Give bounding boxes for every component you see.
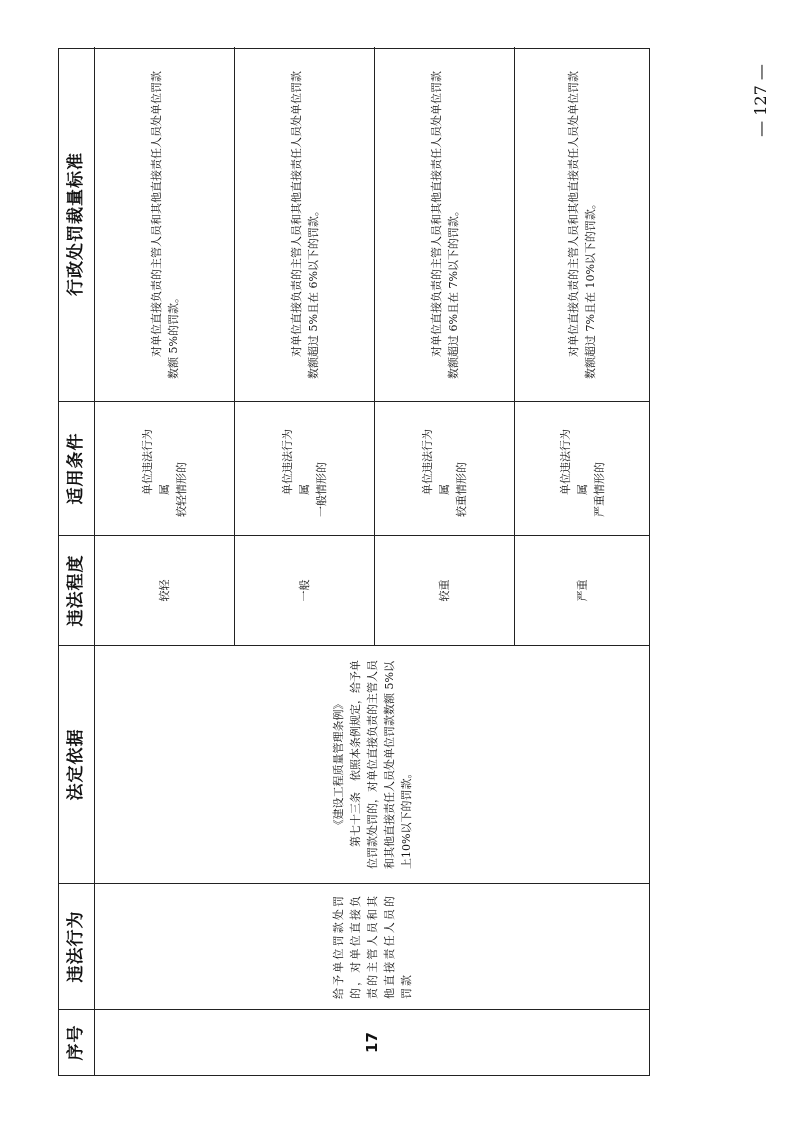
header-standard: 行政处罚裁量标准 [59,47,95,401]
standard-text: 对单位直接负责的主管人员和其他直接责任人员处单位罚款数额 5%的罚款。 [149,71,180,379]
condition-line: 一般情形的 [315,462,328,517]
degree-cell: 一般 [235,535,375,645]
standard-cell [235,47,375,401]
standard-text: 对单位直接负责的主管人员和其他直接责任人员处单位罚款数额超过 5%且在 6%以下的罚款。 [289,71,320,379]
legal-basis-title: 《建设工程质量管理条例》 [331,698,345,831]
header-condition: 适用条件 [59,401,95,535]
legal-basis-text: 第七十三条 依照本条例规定，给予单位罚款处罚的，对单位直接负责的主管人员和其他直接责任人员处单位罚款数额 5%以上10%以下的罚款。 [348,660,413,869]
page-number [730,60,790,140]
entry-behavior: 给予单位罚款处罚的，对单位直接负责的主管人员和其他直接责任人员的罚款 [95,883,649,1009]
condition-line: 单位违法行为属 [141,429,171,495]
condition-line: 单位违法行为属 [421,429,451,495]
degree-cell: 较轻 [95,535,235,645]
header-seq: 序号 [59,1009,95,1075]
standard-text: 对单位直接负责的主管人员和其他直接责任人员处单位罚款数额超过 6%且在 7%以下的罚款。 [429,71,460,379]
standard-cell [95,47,235,401]
degree-cell: 较重 [375,535,515,645]
standard-text: 对单位直接负责的主管人员和其他直接责任人员处单位罚款数额超过 7%且在 10%以下的罚款。 [567,71,597,379]
condition-line: 严重情形的 [592,462,606,517]
condition-cell [235,401,375,535]
condition-cell [95,401,235,535]
entry-legal-basis [95,645,649,883]
condition-line: 较轻情形的 [175,462,188,517]
condition-line: 单位违法行为属 [281,429,311,495]
standard-cell [515,47,649,401]
penalty-table-wrapper [58,48,650,1076]
penalty-discretion-table [58,48,650,1076]
condition-line: 单位违法行为属 [558,429,589,495]
condition-cell [375,401,515,535]
condition-line: 较重情形的 [455,462,468,517]
header-basis: 法定依据 [59,645,95,883]
header-behavior: 违法行为 [59,883,95,1009]
page-number-text: — 127 — [750,63,770,137]
condition-cell [515,401,649,535]
standard-cell [375,47,515,401]
degree-cell: 严重 [515,535,649,645]
entry-seq: 17 [95,1009,649,1075]
header-degree: 违法程度 [59,535,95,645]
